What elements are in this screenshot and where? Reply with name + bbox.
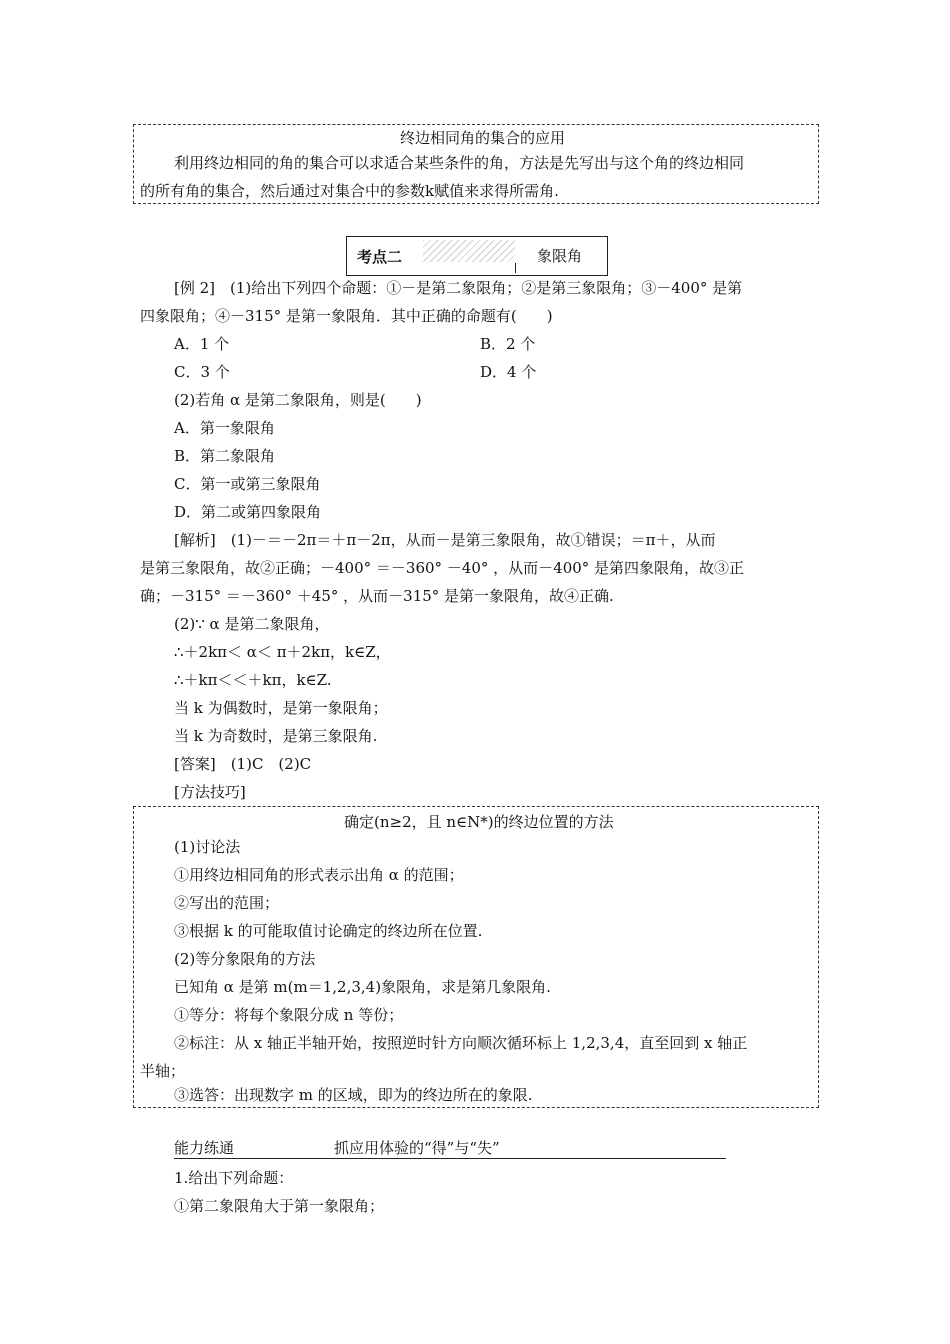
solution-line: [解析] (1)－＝－2π＝＋π－2π，从而－是第三象限角，故①错误；＝π＋，从而 [174,531,716,549]
example-question-line: (2)若角 α 是第二象限角，则是( ) [174,391,422,409]
practice-heading-rule [174,1158,726,1159]
method-line: ③选答：出现数字 m 的区域，即为的终边所在的象限. [174,1086,533,1104]
option-d: D．4 个 [480,363,537,381]
method-line: 已知角 α 是第 m(m＝1,2,3,4)象限角，求是第几象限角. [174,978,551,996]
method-line: ①用终边相同角的形式表示出角 α 的范围； [174,866,464,884]
method-line: ②标注：从 x 轴正半轴开始，按照逆时针方向顺次循环标上 1,2,3,4，直至回到 x 轴正 [174,1034,748,1052]
method-line: ②写出的范围； [174,894,280,912]
note-box-title: 终边相同角的集合的应用 [400,129,566,147]
method-line: ③根据 k 的可能取值讨论确定的终边所在位置. [174,922,483,940]
answer-line: [答案] (1)C (2)C [174,755,312,773]
method-box [133,806,819,1108]
solution-line: ∴＋2kπ＜ α＜ π＋2kπ，k∈Z， [174,643,391,661]
note-box-line: 利用终边相同的角的集合可以求适合某些条件的角，方法是先写出与这个角的终边相同 [174,154,745,172]
solution-line: ∴＋kπ＜＜＋kπ，k∈Z. [174,671,332,689]
method-box-title: 确定(n≥2，且 n∈N*)的终边位置的方法 [344,813,614,831]
example-question-line: [例 2] (1)给出下列四个命题：①－是第二象限角；②是第三象限角；③－400° 是第 [174,279,743,297]
example-question-line: 四象限角；④－315° 是第一象限角．其中正确的命题有( ) [140,307,553,325]
solution-line: 当 k 为偶数时，是第一象限角； [174,699,388,717]
solution-line: 当 k 为奇数时，是第三象限角. [174,727,378,745]
practice-line: 1.给出下列命题： [174,1169,294,1187]
option-a: A．1 个 [174,335,230,353]
method-line: ①等分：将每个象限分成 n 等份； [174,1006,404,1024]
section-heading-box [346,236,608,276]
section-title: 象限角 [537,247,583,265]
option-d: D．第二或第四象限角 [174,503,322,521]
option-c: C．3 个 [174,363,230,381]
option-a: A．第一象限角 [174,419,275,437]
solution-line: 确；－315° ＝－360° ＋45° ，从而－315° 是第一象限角，故④正确. [140,587,614,605]
note-box-line: 的所有角的集合，然后通过对集合中的参数k赋值来求得所需角. [140,182,559,200]
practice-heading-right: 抓应用体验的“得”与“失” [334,1139,500,1157]
solution-line: 是第三象限角，故②正确；－400° ＝－360° －40° ，从而－400° 是第四象限角，故③正 [140,559,745,577]
note-box-terminal-sets [133,124,819,204]
section-label: 考点二 [357,248,403,266]
solution-line: (2)∵ α 是第二象限角， [174,615,330,633]
section-heading-hatch [423,240,515,262]
section-heading-tick [515,263,516,273]
option-b: B．第二象限角 [174,447,276,465]
method-line: 半轴； [140,1062,186,1080]
practice-heading-left: 能力练通 [174,1139,235,1157]
option-b: B．2 个 [480,335,536,353]
method-line: (2)等分象限角的方法 [174,950,316,968]
method-line: (1)讨论法 [174,838,241,856]
option-c: C．第一或第三象限角 [174,475,321,493]
practice-line: ①第二象限角大于第一象限角； [174,1197,385,1215]
method-label: [方法技巧] [174,783,246,801]
